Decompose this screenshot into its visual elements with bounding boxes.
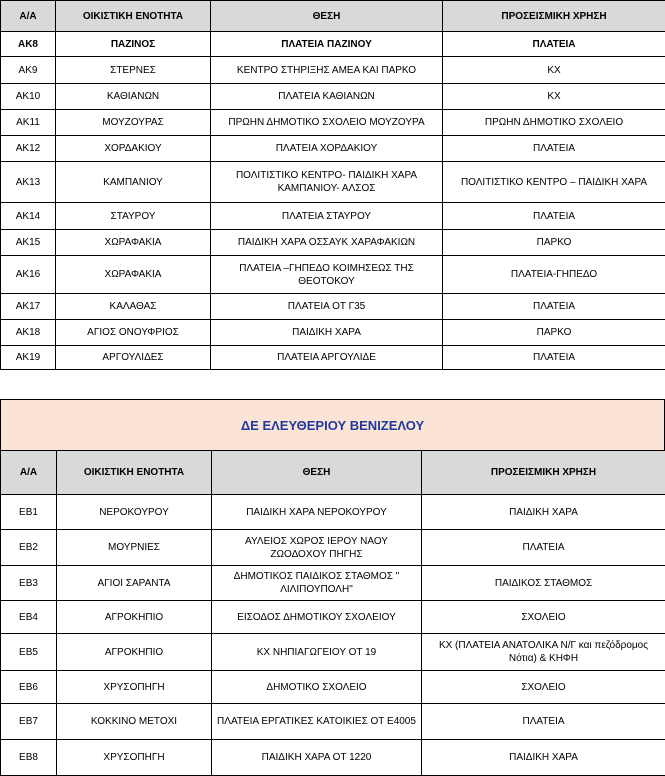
cell-use: ΠΑΙΔΙΚΗ ΧΑΡΑ [422, 495, 665, 530]
cell-location: ΠΛΑΤΕΙΑ ΟΤ Γ35 [211, 294, 443, 320]
table-row [1, 32, 665, 57]
table-header-row [1, 1, 665, 32]
cell-location: ΠΑΙΔΙΚΗ ΧΑΡΑ ΟΤ 1220 [212, 740, 422, 776]
cell-location: ΠΛΑΤΕΙΑ ΣΤΑΥΡΟΥ [211, 203, 443, 230]
cell-id: ΕΒ1 [1, 495, 57, 530]
table-row [1, 634, 665, 671]
col-header-aa: Α/Α [1, 451, 57, 495]
cell-settlement: ΣΤΕΡΝΕΣ [56, 57, 211, 84]
cell-location: ΚΕΝΤΡΟ ΣΤΗΡΙΞΗΣ ΑΜΕΑ ΚΑΙ ΠΑΡΚΟ [211, 57, 443, 84]
cell-settlement: ΜΟΥΡΝΙΕΣ [57, 530, 212, 566]
cell-use: ΠΑΙΔΙΚΟΣ ΣΤΑΘΜΟΣ [422, 566, 665, 601]
cell-settlement: ΚΑΘΙΑΝΩΝ [56, 84, 211, 110]
table-row [1, 136, 665, 162]
cell-use: ΠΛΑΤΕΙΑ [443, 346, 665, 370]
cell-location: ΠΛΑΤΕΙΑ ΚΑΘΙΑΝΩΝ [211, 84, 443, 110]
section-title-banner [0, 399, 665, 451]
cell-settlement: ΠΑΖΙΝΟΣ [56, 32, 211, 57]
shelter-table-ak [0, 0, 665, 370]
cell-location: ΠΑΙΔΙΚΗ ΧΑΡΑ ΝΕΡΟΚΟΥΡΟΥ [212, 495, 422, 530]
table-row [1, 230, 665, 256]
cell-location: ΔΗΜΟΤΙΚΟ ΣΧΟΛΕΙΟ [212, 671, 422, 704]
cell-settlement: ΑΡΓΟΥΛΙΔΕΣ [56, 346, 211, 370]
cell-id: ΕΒ2 [1, 530, 57, 566]
cell-id: ΑΚ18 [1, 320, 56, 346]
table-row [1, 704, 665, 740]
table-row [1, 256, 665, 294]
cell-settlement: ΑΓΙΟΙ ΣΑΡΑΝΤΑ [57, 566, 212, 601]
cell-id: ΑΚ17 [1, 294, 56, 320]
cell-id: ΑΚ13 [1, 162, 56, 203]
table-header-row [1, 451, 665, 495]
cell-use: ΠΑΡΚΟ [443, 320, 665, 346]
cell-location: ΠΛΑΤΕΙΑ ΠΑΖΙΝΟΥ [211, 32, 443, 57]
table-row [1, 671, 665, 704]
cell-settlement: ΧΡΥΣΟΠΗΓΗ [57, 671, 212, 704]
cell-settlement: ΑΓΙΟΣ ΟΝΟΥΦΡΙΟΣ [56, 320, 211, 346]
cell-use: ΣΧΟΛΕΙΟ [422, 601, 665, 634]
cell-settlement: ΜΟΥΖΟΥΡΑΣ [56, 110, 211, 136]
cell-id: ΑΚ12 [1, 136, 56, 162]
cell-use: ΠΛΑΤΕΙΑ [443, 203, 665, 230]
cell-use: ΠΛΑΤΕΙΑ [422, 530, 665, 566]
table-row [1, 294, 665, 320]
cell-id: ΑΚ16 [1, 256, 56, 294]
cell-id: ΕΒ5 [1, 634, 57, 671]
cell-location: ΕΙΣΟΔΟΣ ΔΗΜΟΤΙΚΟΥ ΣΧΟΛΕΙΟΥ [212, 601, 422, 634]
cell-id: ΑΚ14 [1, 203, 56, 230]
cell-settlement: ΑΓΡΟΚΗΠΙΟ [57, 634, 212, 671]
cell-location: ΠΛΑΤΕΙΑ –ΓΗΠΕΔΟ ΚΟΙΜΗΣΕΩΣ ΤΗΣ ΘΕΟΤΟΚΟΥ [211, 256, 443, 294]
cell-use: ΠΟΛΙΤΙΣΤΙΚΟ ΚΕΝΤΡΟ – ΠΑΙΔΙΚΗ ΧΑΡΑ [443, 162, 665, 203]
col-header-use: ΠΡΟΣΕΙΣΜΙΚΗ ΧΡΗΣΗ [443, 1, 665, 32]
col-header-location: ΘΕΣΗ [211, 1, 443, 32]
section-title: ΔΕ ΕΛΕΥΘΕΡΙΟΥ ΒΕΝΙΖΕΛΟΥ [241, 418, 424, 433]
cell-location: ΠΛΑΤΕΙΑ ΑΡΓΟΥΛΙΔΕ [211, 346, 443, 370]
cell-id: ΕΒ7 [1, 704, 57, 740]
cell-id: ΑΚ11 [1, 110, 56, 136]
cell-location: ΠΑΙΔΙΚΗ ΧΑΡΑ ΟΣΣΑΥΚ ΧΑΡΑΦΑΚΙΩΝ [211, 230, 443, 256]
cell-id: ΕΒ4 [1, 601, 57, 634]
cell-id: ΕΒ8 [1, 740, 57, 776]
cell-use: ΠΡΩΗΝ ΔΗΜΟΤΙΚΟ ΣΧΟΛΕΙΟ [443, 110, 665, 136]
cell-use: ΠΛΑΤΕΙΑ [443, 294, 665, 320]
cell-use: ΠΑΙΔΙΚΗ ΧΑΡΑ [422, 740, 665, 776]
shelter-table-eb [0, 450, 665, 776]
cell-settlement: ΚΑΜΠΑΝΙΟΥ [56, 162, 211, 203]
cell-use: ΚΧ [443, 57, 665, 84]
col-header-aa: Α/Α [1, 1, 56, 32]
cell-location: ΚΧ ΝΗΠΙΑΓΩΓΕΙΟΥ ΟΤ 19 [212, 634, 422, 671]
table-row [1, 601, 665, 634]
cell-use: ΠΑΡΚΟ [443, 230, 665, 256]
cell-settlement: ΚΑΛΑΘΑΣ [56, 294, 211, 320]
cell-use: ΠΛΑΤΕΙΑ-ΓΗΠΕΔΟ [443, 256, 665, 294]
table-row [1, 566, 665, 601]
table-row [1, 495, 665, 530]
col-header-settlement: ΟΙΚΙΣΤΙΚΗ ΕΝΟΤΗΤΑ [56, 1, 211, 32]
cell-settlement: ΧΡΥΣΟΠΗΓΗ [57, 740, 212, 776]
cell-settlement: ΑΓΡΟΚΗΠΙΟ [57, 601, 212, 634]
table-row [1, 530, 665, 566]
col-header-use: ΠΡΟΣΕΙΣΜΙΚΗ ΧΡΗΣΗ [422, 451, 665, 495]
cell-id: ΑΚ19 [1, 346, 56, 370]
cell-use: ΠΛΑΤΕΙΑ [443, 32, 665, 57]
cell-settlement: ΣΤΑΥΡΟΥ [56, 203, 211, 230]
table-row [1, 84, 665, 110]
cell-id: ΕΒ6 [1, 671, 57, 704]
cell-settlement: ΚΟΚΚΙΝΟ ΜΕΤΟΧΙ [57, 704, 212, 740]
cell-settlement: ΧΩΡΑΦΑΚΙΑ [56, 230, 211, 256]
cell-id: ΑΚ10 [1, 84, 56, 110]
cell-settlement: ΝΕΡΟΚΟΥΡΟΥ [57, 495, 212, 530]
table-row [1, 162, 665, 203]
table-row [1, 346, 665, 370]
cell-settlement: ΧΟΡΔΑΚΙΟΥ [56, 136, 211, 162]
cell-id: ΑΚ8 [1, 32, 56, 57]
cell-location: ΔΗΜΟΤΙΚΟΣ ΠΑΙΔΙΚΟΣ ΣΤΑΘΜΟΣ " ΛΙΛΙΠΟΥΠΟΛΗ" [212, 566, 422, 601]
cell-location: ΑΥΛΕΙΟΣ ΧΩΡΟΣ ΙΕΡΟΥ ΝΑΟΥ ΖΩΟΔΟΧΟΥ ΠΗΓΗΣ [212, 530, 422, 566]
cell-use: ΣΧΟΛΕΙΟ [422, 671, 665, 704]
cell-location: ΠΑΙΔΙΚΗ ΧΑΡΑ [211, 320, 443, 346]
cell-settlement: ΧΩΡΑΦΑΚΙΑ [56, 256, 211, 294]
cell-use: ΠΛΑΤΕΙΑ [443, 136, 665, 162]
table-row [1, 740, 665, 776]
cell-id: ΕΒ3 [1, 566, 57, 601]
cell-location: ΠΡΩΗΝ ΔΗΜΟΤΙΚΟ ΣΧΟΛΕΙΟ ΜΟΥΖΟΥΡΑ [211, 110, 443, 136]
cell-use: ΚΧ (ΠΛΑΤΕΙΑ ΑΝΑΤΟΛΙΚΑ Ν/Γ και πεζόδρομος Νότια) & ΚΗΦΗ [422, 634, 665, 671]
table-row [1, 203, 665, 230]
table-row [1, 320, 665, 346]
col-header-settlement: ΟΙΚΙΣΤΙΚΗ ΕΝΟΤΗΤΑ [57, 451, 212, 495]
col-header-location: ΘΕΣΗ [212, 451, 422, 495]
cell-use: ΠΛΑΤΕΙΑ [422, 704, 665, 740]
cell-location: ΠΟΛΙΤΙΣΤΙΚΟ ΚΕΝΤΡΟ- ΠΑΙΔΙΚΗ ΧΑΡΑ ΚΑΜΠΑΝΙΟΥ- ΑΛΣΟΣ [211, 162, 443, 203]
cell-id: ΑΚ9 [1, 57, 56, 84]
table-row [1, 110, 665, 136]
cell-location: ΠΛΑΤΕΙΑ ΧΟΡΔΑΚΙΟΥ [211, 136, 443, 162]
cell-use: ΚΧ [443, 84, 665, 110]
cell-location: ΠΛΑΤΕΙΑ ΕΡΓΑΤΙΚΕΣ ΚΑΤΟΙΚΙΕΣ ΟΤ Ε4005 [212, 704, 422, 740]
cell-id: ΑΚ15 [1, 230, 56, 256]
table-row [1, 57, 665, 84]
